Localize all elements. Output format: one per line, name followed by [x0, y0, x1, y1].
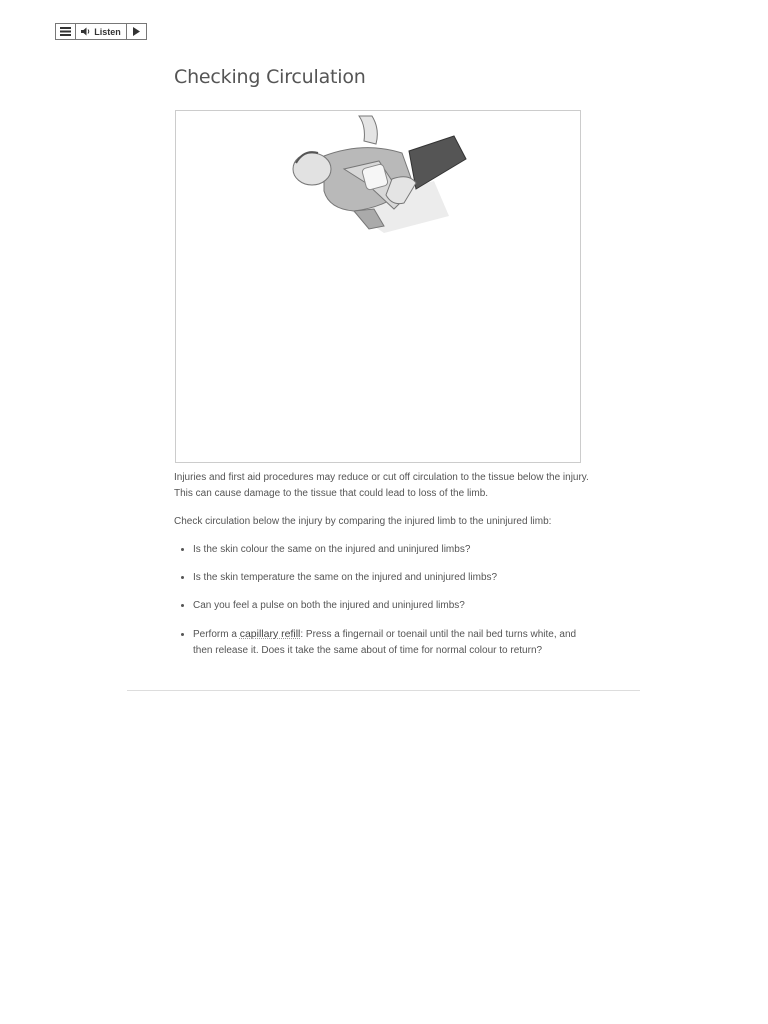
glossary-term-link[interactable]: capillary refill	[239, 628, 301, 640]
menu-button[interactable]	[56, 24, 76, 39]
article-body	[174, 470, 594, 671]
hamburger-icon	[60, 27, 71, 36]
page-title: Checking Circulation	[174, 66, 366, 88]
speaker-icon	[81, 27, 91, 36]
listen-label: Listen	[94, 26, 121, 37]
instruction-paragraph: Check circulation below the injury by comparing the injured limb to the uninjured limb:	[174, 516, 552, 527]
list-item: • Is the skin colour the same on the injured and uninjured limbs?	[193, 542, 594, 558]
play-button[interactable]	[127, 24, 146, 39]
list-item: • Is the skin temperature the same on the injured and uninjured limbs?	[193, 570, 594, 586]
listen-toolbar	[55, 23, 147, 40]
list-item: • Can you feel a pulse on both the injured and uninjured limbs?	[193, 598, 594, 614]
list-item-prefix: Perform a	[193, 629, 240, 640]
listen-button[interactable]	[76, 24, 127, 39]
play-icon	[133, 27, 140, 36]
intro-paragraph: Injuries and first aid procedures may reduce or cut off circulation to the tissue below the injury. This can cause damage to the tissue that could lead to loss of the limb.	[174, 472, 589, 499]
list-item-suffix: : Press a fingernail or toenail until the nail bed turns white, and then release it. Does it take the same about of time for normal colour to return?	[193, 629, 577, 656]
check-list	[174, 542, 594, 659]
section-divider	[127, 690, 640, 691]
list-item	[193, 626, 594, 659]
illustration-frame	[175, 110, 581, 463]
checking-circulation-illustration	[284, 111, 474, 236]
